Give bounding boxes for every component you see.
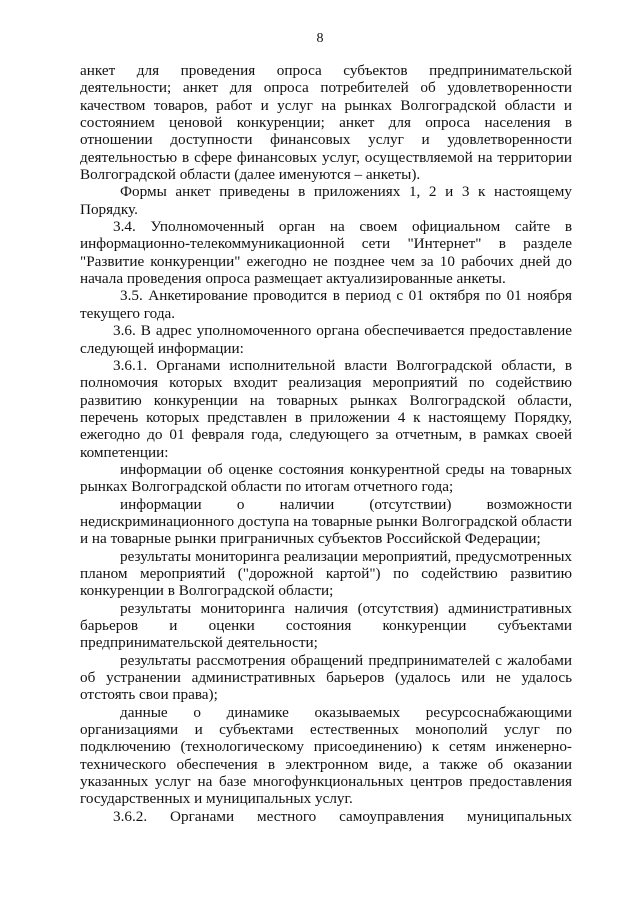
paragraph-3-6: 3.6. В адрес уполномоченного органа обеспечивается предоставление следующей информации: [80,322,572,357]
paragraph-3-6-1: 3.6.1. Органами исполнительной власти Волгоградской области, в полномочия которых входит реализация мероприятий по содействию развитию конкуренции на товарных рынках Волгоградской области, перечень которых представлен в приложении 4 к настоящему Порядку, ежегодно до 01 февраля года, следующего за отчетным, в рамках своей компетенции: [80,356,572,461]
paragraph-3-6-2: 3.6.2. Органами местного самоуправления муниципальных [113,807,572,825]
paragraph-3-4: 3.4. Уполномоченный орган на своем официальном сайте в информационно-телекоммуникационной сети "Интернет" в разделе "Развитие конкуренции" ежегодно не позднее чем за 10 рабочих дней до начала проведения опроса размещает актуализированные анкеты. [80,218,572,288]
paragraph-3-5: 3.5. Анкетирование проводится в период с 01 октября по 01 ноября текущего года. [80,287,572,322]
list-item-barriers-monitoring: результаты мониторинга наличия (отсутствия) административных барьеров и оценки состояния конкуренции субъектами предпринимательской деятельности; [80,599,572,652]
page-number: 8 [316,31,324,46]
list-item-competitive-environment: информации об оценке состояния конкурентной среды на товарных рынках Волгоградской области по итогам отчетного года; [80,460,572,496]
paragraph-continuation: анкет для проведения опроса субъектов предпринимательской деятельности; анкет для опроса потребителей об удовлетворенности качеством товаров, работ и услуг на рынках Волгоградской области и состоянием ценовой конкуренции; анкет для опроса населения в отношении доступности финансовых услуг и удовлетворенности деятельностью в сфере финансовых услуг, осуществляемой на территории Волгоградской области (далее именуются – анкеты). [80,62,572,184]
list-item-complaints: результаты рассмотрения обращений предпринимателей с жалобами об устранении административных барьеров (удалось или не удалось отстоять свои права); [80,651,572,704]
list-item-market-access: информации о наличии (отсутствии) возможности недискриминационного доступа на товарные рынки Волгоградской области и на товарные рынки приграничных субъектов Российской Федерации; [80,495,572,548]
list-item-roadmap-monitoring: результаты мониторинга реализации мероприятий, предусмотренных планом мероприятий ("дорожной картой") по содействию развитию конкуренции в Волгоградской области; [80,547,572,600]
document-body [80,62,572,825]
list-item-utility-connection: данные о динамике оказываемых ресурсоснабжающими организациями и субъектами естественных монополий услуг по подключению (технологическому присоединению) к сетям инженерно-технического обеспечения в электронном виде, а также об оказании указанных услуг на базе многофункциональных центров предоставления государственных и муниципальных услуг. [80,703,572,808]
paragraph-forms: Формы анкет приведены в приложениях 1, 2 и 3 к настоящему Порядку. [80,183,572,218]
